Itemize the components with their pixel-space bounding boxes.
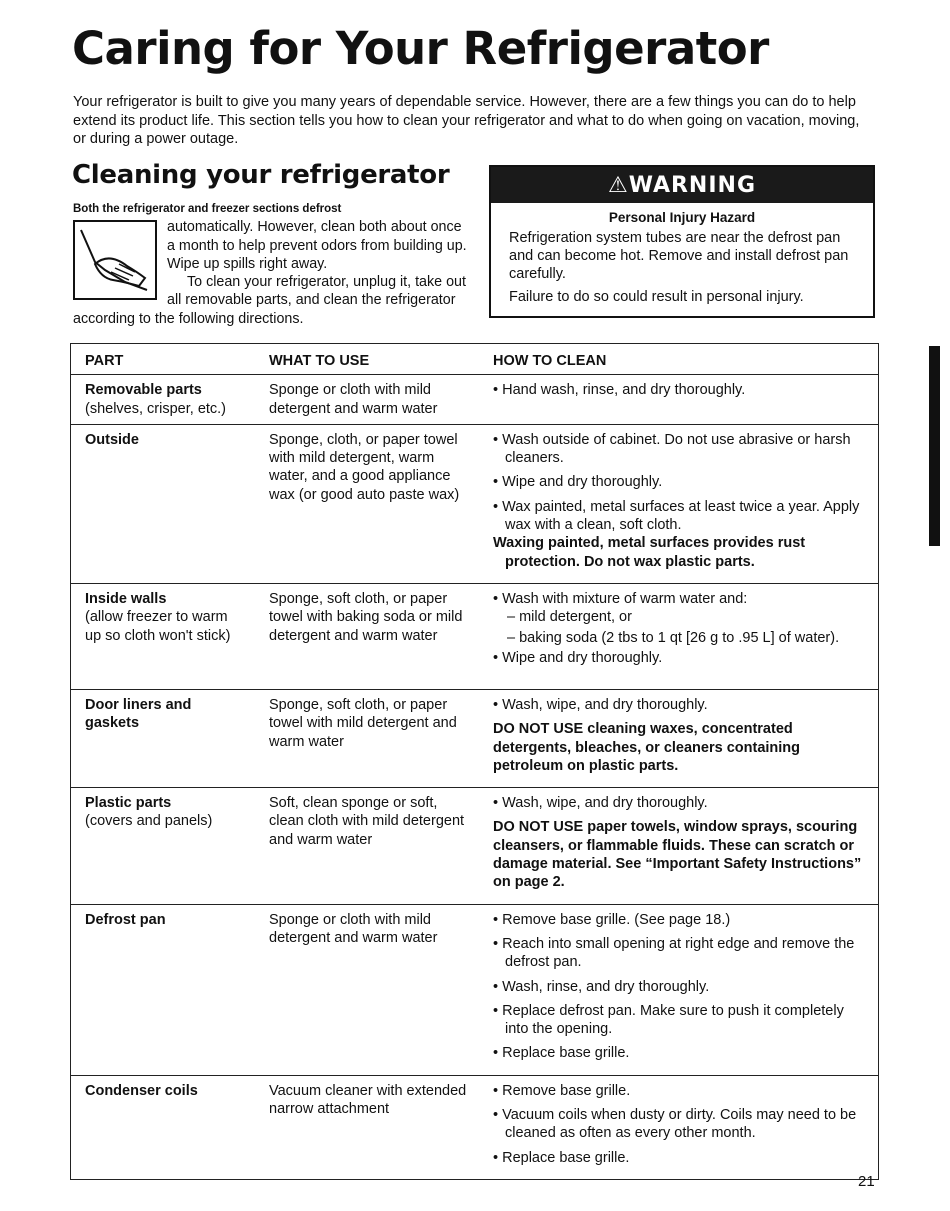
what-to-use: Sponge or cloth with mild detergent and warm water xyxy=(269,382,438,417)
how-step: • Wipe and dry thoroughly. xyxy=(493,649,663,666)
warning-text-2: Failure to do so could result in personal injury. xyxy=(509,289,804,305)
part-note: (shelves, crisper, etc.) xyxy=(85,400,227,417)
how-step: • Remove base grille. xyxy=(493,1082,631,1099)
cleaning-table xyxy=(70,343,879,1180)
hand-wiping-icon xyxy=(73,220,157,300)
part-note: (covers and panels) xyxy=(85,813,213,830)
page-number: 21 xyxy=(858,1173,875,1190)
how-note: Waxing painted, metal surfaces provides rust protection. Do not wax plastic parts. xyxy=(493,535,806,570)
how-step: • Remove base grille. (See page 18.) xyxy=(493,911,731,928)
intro-paragraph: Your refrigerator is built to give you many years of dependable service. However, there are a few things you can do to help extend its product life. This section tells you how to clean your refrigerator and what to do when going on vacation, moving, or during a power outage. xyxy=(73,94,860,147)
table-row xyxy=(71,904,879,1075)
warning-subheading: Personal Injury Hazard xyxy=(608,210,756,225)
how-note: DO NOT USE cleaning waxes, concentrated detergents, bleaches, or cleaners containing petroleum on plastic parts. xyxy=(493,721,801,774)
table-row xyxy=(71,583,879,689)
part-name: Plastic parts xyxy=(85,795,172,812)
table-row xyxy=(71,375,879,425)
warning-box xyxy=(489,165,875,318)
how-step: • Vacuum coils when dusty or dirty. Coils may need to be cleaned as often as every other month. xyxy=(493,1107,857,1142)
how-step: • Reach into small opening at right edge and remove the defrost pan. xyxy=(493,935,855,971)
how-step: • Wipe and dry thoroughly. xyxy=(493,474,663,491)
table-header-row xyxy=(71,344,879,375)
header-what-to-use: WHAT TO USE xyxy=(269,353,370,369)
how-step: • Replace base grille. xyxy=(493,1149,630,1166)
how-note: DO NOT USE paper towels, window sprays, scouring cleansers, or flammable fluids. These can scratch or damage material. See “Important Safety Instructions” on page 2. xyxy=(493,819,862,891)
how-step: • Wash, rinse, and dry thoroughly. xyxy=(493,978,710,995)
part-name: Defrost pan xyxy=(85,911,166,928)
how-step: • Replace base grille. xyxy=(493,1045,630,1062)
part-name: Door liners and gaskets xyxy=(85,696,192,732)
cleaning-intro-body: automatically. However, clean both about once a month to help prevent odors from building up. Wipe up spills right away. xyxy=(167,219,467,272)
part-note: (allow freezer to warm up so cloth won't stick) xyxy=(85,609,231,644)
warning-heading: ⚠WARNING xyxy=(491,167,873,203)
cleaning-intro-first-line: Both the refrigerator and freezer sections defrost xyxy=(73,203,342,215)
how-step: • Hand wash, rinse, and dry thoroughly. xyxy=(493,382,746,399)
table-row xyxy=(71,424,879,583)
page-title: Caring for Your Refrigerator xyxy=(72,22,769,75)
how-substep: – baking soda (2 tbs to 1 qt [26 g to .95 L] of water). xyxy=(507,629,840,646)
part-name: Removable parts xyxy=(85,382,202,399)
what-to-use: Sponge, cloth, or paper towel with mild detergent, warm water, and a good appliance wax (or good auto paste wax) xyxy=(269,431,460,503)
what-to-use: Vacuum cleaner with extended narrow attachment xyxy=(269,1082,467,1118)
what-to-use: Sponge, soft cloth, or paper towel with baking soda or mild detergent and warm water xyxy=(269,590,463,644)
what-to-use: Sponge, soft cloth, or paper towel with mild detergent and warm water xyxy=(269,696,457,750)
how-step: • Wash, wipe, and dry thoroughly. xyxy=(493,795,708,812)
section-tab-marker xyxy=(929,346,940,546)
table-row xyxy=(71,1075,879,1179)
what-to-use: Soft, clean sponge or soft, clean cloth with mild detergent and warm water xyxy=(269,795,465,848)
what-to-use: Sponge or cloth with mild detergent and warm water xyxy=(269,911,438,946)
part-name: Outside xyxy=(85,431,139,448)
part-name: Inside walls xyxy=(85,590,167,607)
how-step: • Wash, wipe, and dry thoroughly. xyxy=(493,696,708,713)
section-title: Cleaning your refrigerator xyxy=(72,160,450,190)
cleaning-intro xyxy=(73,200,473,328)
how-step: • Wax painted, metal surfaces at least twice a year. Apply wax with a clean, soft cloth. xyxy=(493,498,860,534)
how-substep: – mild detergent, or xyxy=(507,609,632,626)
how-step: • Wash with mixture of warm water and: xyxy=(493,590,748,607)
table-row xyxy=(71,689,879,787)
header-part: PART xyxy=(85,353,124,369)
part-name: Condenser coils xyxy=(85,1082,198,1099)
how-step: • Wash outside of cabinet. Do not use abrasive or harsh cleaners. xyxy=(493,431,851,467)
cleaning-intro-body-2: To clean your refrigerator, unplug it, take out all removable parts, and clean the refrigerator according to the following directions. xyxy=(73,274,466,327)
warning-text-1: Refrigeration system tubes are near the defrost pan and can become hot. Remove and install defrost pan carefully. xyxy=(509,230,849,282)
how-step: • Replace defrost pan. Make sure to push it completely into the opening. xyxy=(493,1002,844,1038)
header-how-to-clean: HOW TO CLEAN xyxy=(493,353,607,369)
table-row xyxy=(71,788,879,904)
